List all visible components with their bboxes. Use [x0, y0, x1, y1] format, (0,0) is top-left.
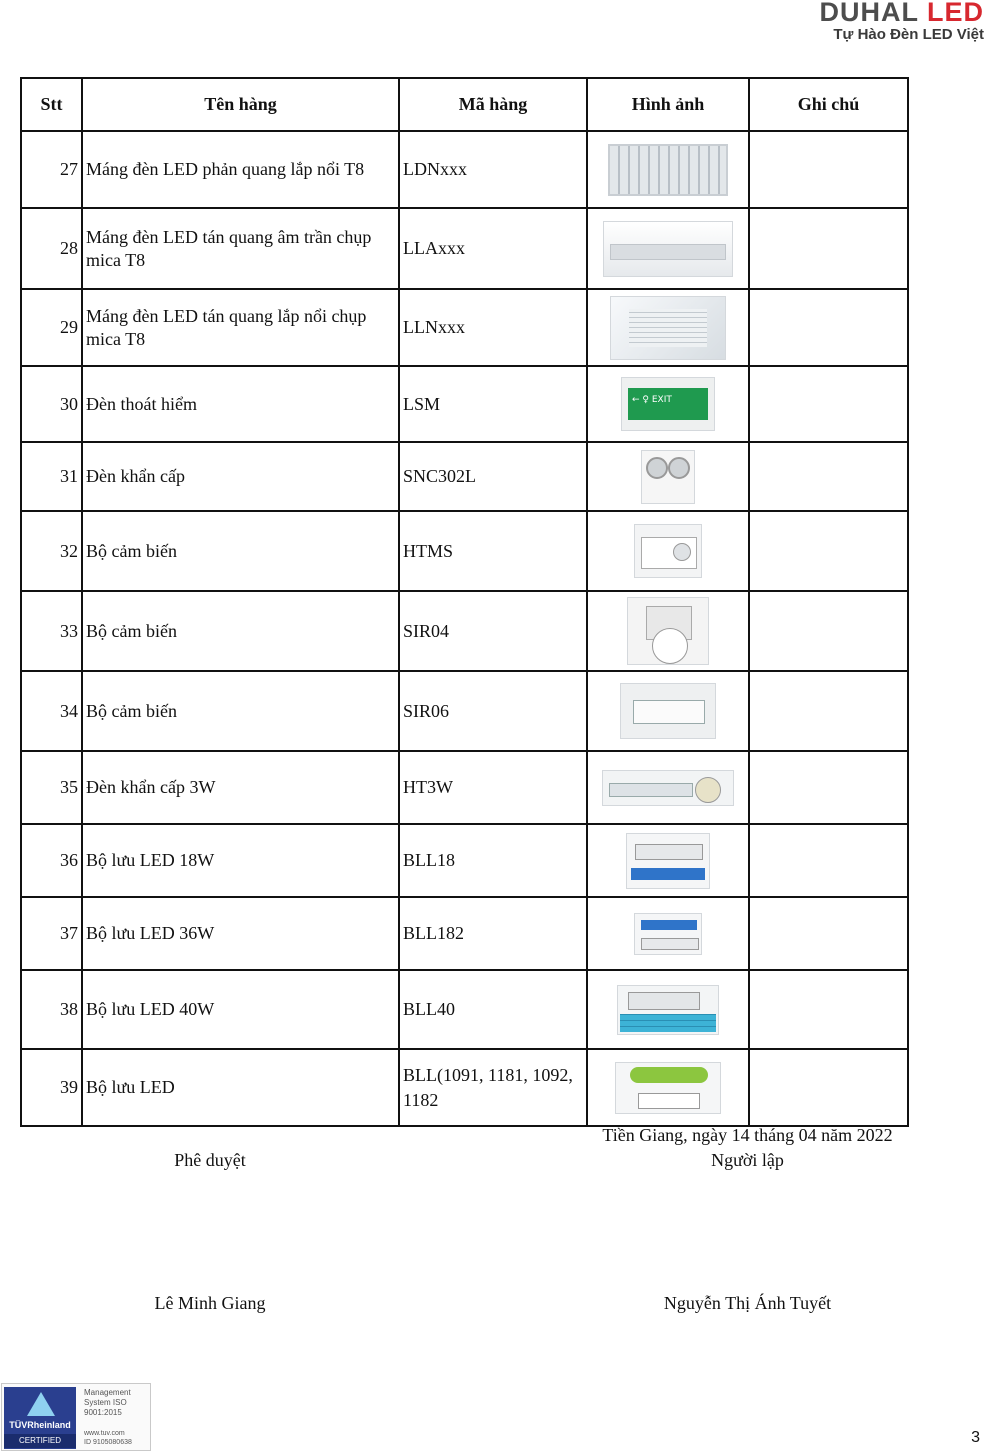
- row-note: [749, 1049, 908, 1126]
- table-row: [21, 1049, 908, 1126]
- row-code: BLL182: [399, 897, 587, 970]
- row-name: Bộ cảm biến: [82, 591, 399, 671]
- row-note: [749, 366, 908, 442]
- row-name: Bộ lưu LED 36W: [82, 897, 399, 970]
- certification-badge: [1, 1383, 151, 1451]
- emergency-kit-image: [602, 770, 734, 806]
- row-name: Bộ cảm biến: [82, 511, 399, 591]
- row-stt: 27: [21, 131, 82, 208]
- approve-label: Phê duyệt: [174, 1150, 246, 1170]
- row-stt: 30: [21, 366, 82, 442]
- date-text: Tiền Giang, ngày 14 tháng 04 năm 2022: [602, 1125, 893, 1145]
- brand-tagline: Tự Hào Đèn LED Việt: [833, 26, 984, 43]
- row-name: Máng đèn LED tán quang âm trần chụp mica T8: [82, 208, 399, 289]
- row-stt: 39: [21, 1049, 82, 1126]
- product-table: [20, 77, 909, 1127]
- row-name: Máng đèn LED phản quang lắp nổi T8: [82, 131, 399, 208]
- table-row: [21, 131, 908, 208]
- row-code: SIR04: [399, 591, 587, 671]
- table-header-row: [21, 78, 908, 131]
- row-stt: 32: [21, 511, 82, 591]
- row-code: SNC302L: [399, 442, 587, 511]
- motion-sensor-image: [634, 524, 702, 578]
- ceiling-sensor-image: [627, 597, 709, 665]
- header-note: Ghi chú: [749, 78, 908, 131]
- row-note: [749, 131, 908, 208]
- table-row: [21, 751, 908, 824]
- row-code: HTMS: [399, 511, 587, 591]
- header-stt: Stt: [21, 78, 82, 131]
- row-code: LLAxxx: [399, 208, 587, 289]
- table-row: [21, 970, 908, 1049]
- cert-url: www.tuv.com ID 9105080638: [84, 1430, 132, 1446]
- battery-pack-large-image: [617, 985, 719, 1035]
- row-name: Bộ lưu LED 40W: [82, 970, 399, 1049]
- diffuser-fixture-image: [603, 221, 733, 277]
- cert-brand: TÜVRheinland: [9, 1420, 71, 1430]
- row-name: Máng đèn LED tán quang lắp nổi chụp mica T8: [82, 289, 399, 366]
- louver-fixture-image: [608, 144, 728, 196]
- table-row: [21, 289, 908, 366]
- table-row: [21, 671, 908, 751]
- battery-pack-image: [626, 833, 710, 889]
- row-name: Đèn khẩn cấp: [82, 442, 399, 511]
- row-name: Đèn thoát hiểm: [82, 366, 399, 442]
- tuv-logo-icon: [4, 1387, 76, 1449]
- table-row: [21, 511, 908, 591]
- cert-system: Management System ISO 9001:2015: [84, 1388, 131, 1417]
- row-code: BLL18: [399, 824, 587, 897]
- row-note: [749, 591, 908, 671]
- table-row: [21, 591, 908, 671]
- panel-fixture-image: [610, 296, 726, 360]
- creator-label: Người lập: [711, 1150, 784, 1170]
- row-code: LDNxxx: [399, 131, 587, 208]
- header-code: Mã hàng: [399, 78, 587, 131]
- row-name: Bộ lưu LED: [82, 1049, 399, 1126]
- creator-name: Nguyễn Thị Ánh Tuyết: [663, 1293, 832, 1313]
- row-code: SIR06: [399, 671, 587, 751]
- table-row: [21, 366, 908, 442]
- row-note: [749, 511, 908, 591]
- row-code: BLL40: [399, 970, 587, 1049]
- row-name: Đèn khẩn cấp 3W: [82, 751, 399, 824]
- row-code: LSM: [399, 366, 587, 442]
- brand-logo: [819, 0, 984, 43]
- row-code: HT3W: [399, 751, 587, 824]
- row-stt: 28: [21, 208, 82, 289]
- sensor-module-image: [620, 683, 716, 739]
- table-row: [21, 897, 908, 970]
- cert-label: CERTIFIED: [4, 1434, 76, 1448]
- row-note: [749, 442, 908, 511]
- row-code: LLNxxx: [399, 289, 587, 366]
- exit-sign-image: [621, 377, 715, 431]
- row-stt: 36: [21, 824, 82, 897]
- row-note: [749, 824, 908, 897]
- row-name: Bộ cảm biến: [82, 671, 399, 751]
- row-name: Bộ lưu LED 18W: [82, 824, 399, 897]
- header-image: Hình ảnh: [587, 78, 749, 131]
- row-stt: 31: [21, 442, 82, 511]
- row-stt: 35: [21, 751, 82, 824]
- approver-name: Lê Minh Giang: [154, 1293, 266, 1313]
- row-stt: 34: [21, 671, 82, 751]
- brand-wordmark: DUHAL LED: [819, 0, 984, 27]
- row-note: [749, 208, 908, 289]
- row-code: BLL(1091, 1181, 1092, 1182: [399, 1049, 587, 1126]
- row-note: [749, 289, 908, 366]
- row-note: [749, 970, 908, 1049]
- table-row: [21, 208, 908, 289]
- table-row: [21, 824, 908, 897]
- header-name: Tên hàng: [82, 78, 399, 131]
- emergency-light-image: [641, 450, 695, 504]
- battery-pack-dual-image: [634, 913, 702, 955]
- row-stt: 33: [21, 591, 82, 671]
- page-number: 3: [971, 1429, 980, 1446]
- row-note: [749, 751, 908, 824]
- row-stt: 29: [21, 289, 82, 366]
- row-stt: 38: [21, 970, 82, 1049]
- triangle-icon: [27, 1392, 55, 1416]
- table-row: [21, 442, 908, 511]
- battery-pack-green-image: [615, 1062, 721, 1114]
- row-stt: 37: [21, 897, 82, 970]
- row-note: [749, 897, 908, 970]
- row-note: [749, 671, 908, 751]
